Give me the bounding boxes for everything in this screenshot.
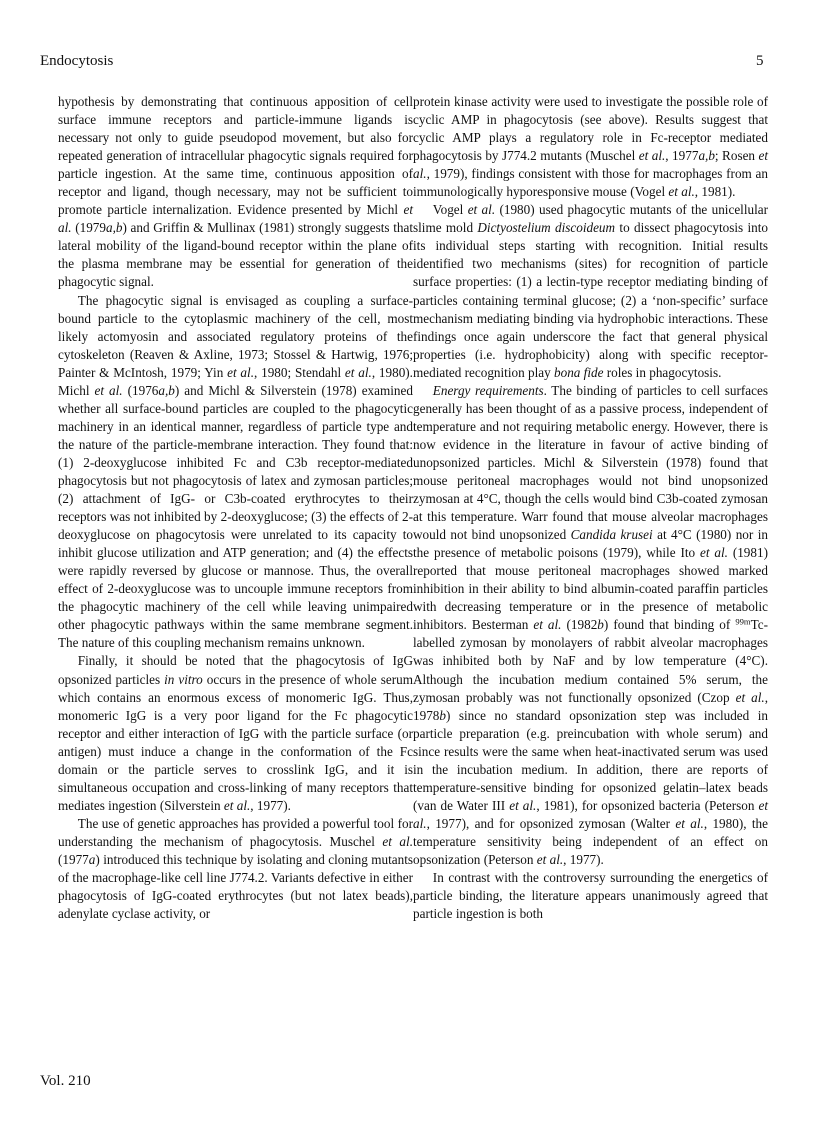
paragraph-3: Finally, it should be noted that the phagocytosis of IgG opsonized particles in vitro occurs in the presence of whole serum which contains an enormous excess of monomeric IgG. Thus, monomeric IgG is a very poor ligand for the Fc phagocytic receptor and either interaction of IgG with the particle surface (or antigen) must induce a change in the conformation of the Fc domain or the particle serves to crosslink IgG, and it is simultaneous occupation and cross-linking of many receptors that mediates ingestion (Silverstein et al., 1977). [58, 653, 413, 813]
section-heading-energy: Energy requirements [432, 382, 544, 398]
paragraph-1: hypothesis by demonstrating that continuous apposition of cell surface immune receptors and particle-immune ligands is necessary not only to guide pseudopod movement, but also for repeated generation of intracellular phagocytic signals required for particle ingestion. At the same time, continuous apposition of receptor and ligand, though necessary, may not be sufficient to promote particle internalization. Evidence presented by Michl et al. (1979a,b) and Griffin & Mullinax (1981) strongly suggests that lateral mobility of the ligand-bound receptor within the plane of the plasma membrane may be essential for generation of the phagocytic signal. [58, 94, 413, 290]
page-number: 5 [756, 53, 764, 69]
running-title: Endocytosis [40, 53, 114, 69]
paragraph-7: Energy requirements. The binding of particles to cell surfaces generally has been thought of as a passive process, independent of temperature and not requiring metabolic energy. However, there is now evidence in the literature in favour of active binding of unopsonized particles. Michl & Silverstein (1978) found that mouse peritoneal macrophages would not bind unopsonized zymosan at 4°C, though the cells would bind C3b-coated zymosan at this temperature. Warr found that mouse alveolar macrophages would not bind unopsonized Candida krusei at 4°C (1980) nor in the presence of metabolic poisons (1979), while Ito et al. (1981) reported that mouse peritoneal macrophages showed marked inhibition in their ability to bind albumin-coated paraffin particles with decreasing temperature or in the presence of metabolic inhibitors. Besterman et al. (1982b) found that binding of $^{99m}$Tc-labelled zymosan by monolayers of rabbit alveolar macrophages was inhibited both by NaF and by low temperature (4°C). Although the incubation medium contained 5% serum, the zymosan probably was not functionally opsonized (Czop et al., 1978b) since no standard opsonization step was included in particle preparation (e.g. preincubation with whole serum) and since results were the same when heat-inactivated serum was used in the incubation medium. In addition, there are reports of temperature-sensitive binding for opsonized gelatin–latex beads (van de Water III et al., 1981), for opsonized bacteria (Peterson et al., 1977), and for opsonized zymosan (Walter et al., 1980), the temperature sensitivity being independent of an effect on opsonization (Peterson et al., 1977). [413, 382, 768, 867]
paragraph-4: The use of genetic approaches has provided a powerful tool for understanding the mechanism of phagocytosis. Muschel et al. (1977a) introduced this technique by isolating and cloning mutants of the macrophage-like cell line J774.2. Variants defective in either phagocytosis of IgG-coated erythrocytes (but not latex beads), adenylate cyclase activity, or [58, 815, 413, 922]
volume-footer: Vol. 210 [40, 1073, 91, 1089]
paragraph-5: protein kinase activity were used to investigate the possible role of cyclic AMP in phagocytosis (see above). Results suggest that cyclic AMP plays a regulatory role in Fc-receptor mediated phagocytosis by J774.2 mutants (Muschel et al., 1977a,b; Rosen et al., 1979), findings consistent with those for macrophages from an immunologically hyporesponsive mouse (Vogel et al., 1981). [413, 94, 769, 200]
right-column [413, 93, 768, 923]
left-column [58, 93, 413, 923]
paragraph-2: The phagocytic signal is envisaged as coupling a surface-bound particle to the cytoplasmic machinery of the cell, most likely actomyosin and associated regulatory proteins of the cytoskeleton (Reaven & Axline, 1973; Stossel & Hartwig, 1976; Painter & McIntosh, 1979; Yin et al., 1980; Stendahl et al., 1980). Michl et al. (1976a,b) and Michl & Silverstein (1978) examined whether all surface-bound particles are coupled to the phagocytic machinery in an identical manner, regardless of particle type and the nature of the particle-membrane interaction. They found that: (1) 2-deoxyglucose inhibited Fc and C3b receptor-mediated phagocytosis but not phagocytosis of latex and zymosan particles; (2) attachment of IgG- or C3b-coated erythrocytes to their receptors was not inhibited by 2-deoxyglucose; (3) the effects of 2-deoxyglucose on phagocytosis were unrelated to its capacity to inhibit glucose utilization and ATP generation; and (4) the effects were rapidly reversed by glucose or mannose. Thus, the overall effect of 2-deoxyglucose was to uncouple immune receptors from the phagocytic machinery of the cell while leaving unimpaired other phagocytic pathways within the same membrane segment. The nature of this coupling mechanism remains unknown. [58, 292, 413, 651]
paragraph-8: In contrast with the controversy surrounding the energetics of particle binding, the literature appears unanimously agreed that particle ingestion is both [413, 870, 768, 922]
paragraph-6: Vogel et al. (1980) used phagocytic mutants of the unicellular slime mold Dictyostelium discoideum to dissect phagocytosis into its individual steps starting with recognition. Initial results identified two mechanisms (sites) for recognition of particle surface properties: (1) a lectin-type receptor mediating binding of particles containing terminal glucose; (2) a ‘non-specific’ surface mechanism mediating binding via hydrophobic interactions. These findings once again underscore the fact that general physical properties (i.e. hydrophobicity) along with specific receptor-mediated recognition play bona fide roles in phagocytosis. [413, 202, 769, 380]
